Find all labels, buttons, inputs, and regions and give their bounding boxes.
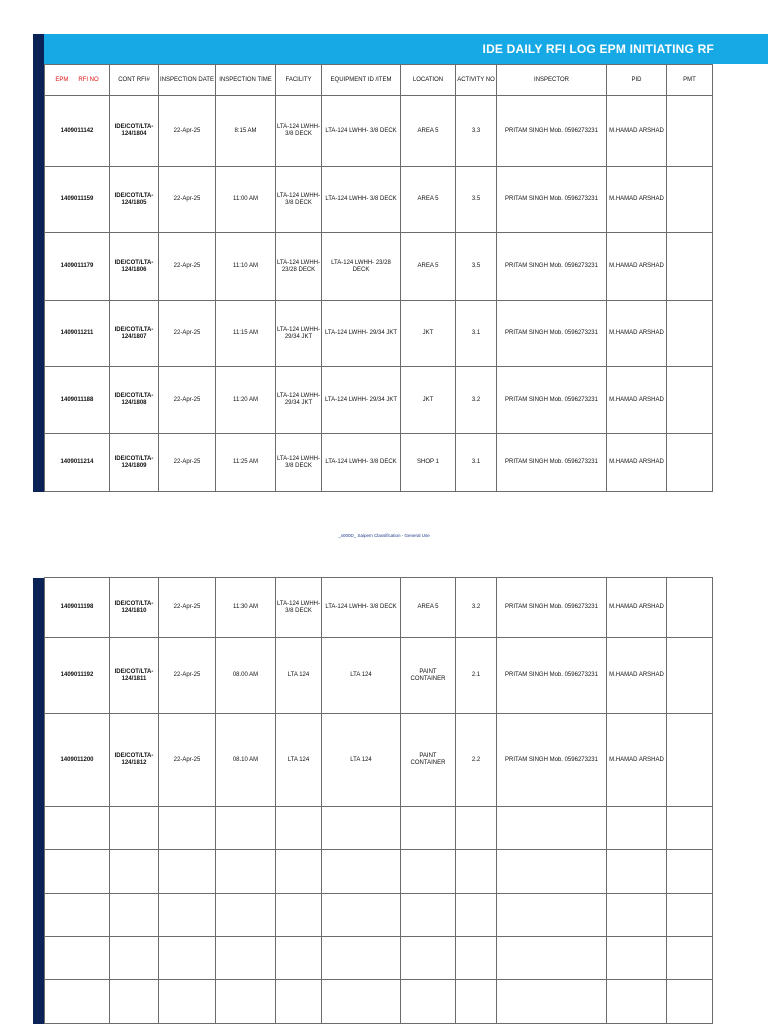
- cell-activity-no: 3.5: [456, 167, 497, 233]
- cell-activity-no: 3.3: [456, 96, 497, 167]
- cell-cont-rfi: IDE/COT/LTA-124/1808: [110, 367, 159, 434]
- cell-inspector: [497, 894, 607, 937]
- cell-pid: M.HAMAD ARSHAD: [607, 578, 667, 638]
- cell-pmt: [667, 638, 713, 714]
- cell-location: AREA 5: [401, 167, 456, 233]
- cell-activity-no: 3.2: [456, 578, 497, 638]
- cell-inspector: PRITAM SINGH Mob. 0596273231: [497, 638, 607, 714]
- cell-facility: [276, 850, 322, 894]
- cell-pid: M.HAMAD ARSHAD: [607, 434, 667, 492]
- cell-inspection-time: 11:15 AM: [216, 301, 276, 367]
- cell-rfi-no: [45, 850, 110, 894]
- cell-inspection-time: 11:10 AM: [216, 233, 276, 301]
- cell-location: SHOP 1: [401, 434, 456, 492]
- rfi-log-table-page1: [44, 64, 713, 492]
- cell-inspection-date: [159, 980, 216, 1024]
- cell-inspection-time: [216, 850, 276, 894]
- header-facility: FACILITY: [276, 65, 322, 96]
- cell-facility: LTA-124 LWHH- 3/8 DECK: [276, 167, 322, 233]
- cell-pmt: [667, 578, 713, 638]
- cell-location: [401, 807, 456, 850]
- cell-facility: LTA-124 LWHH- 29/34 JKT: [276, 301, 322, 367]
- cell-cont-rfi: IDE/COT/LTA-124/1811: [110, 638, 159, 714]
- table-row: [45, 714, 713, 807]
- cell-equipment: LTA-124 LWHH- 23/28 DECK: [322, 233, 401, 301]
- cell-inspection-time: 11:00 AM: [216, 167, 276, 233]
- cell-equipment: LTA-124 LWHH- 3/8 DECK: [322, 434, 401, 492]
- cell-inspection-time: [216, 937, 276, 980]
- cell-activity-no: 3.2: [456, 367, 497, 434]
- cell-inspection-date: [159, 894, 216, 937]
- cell-pmt: [667, 980, 713, 1024]
- cell-facility: LTA-124 LWHH- 29/34 JKT: [276, 367, 322, 434]
- cell-inspection-time: [216, 894, 276, 937]
- cell-activity-no: 2.2: [456, 714, 497, 807]
- cell-activity-no: 3.1: [456, 434, 497, 492]
- cell-inspector: [497, 850, 607, 894]
- cell-inspection-time: [216, 807, 276, 850]
- cell-cont-rfi: IDE/COT/LTA-124/1809: [110, 434, 159, 492]
- table-row: [45, 367, 713, 434]
- cell-rfi-no: 1409011179: [45, 233, 110, 301]
- cell-pid: [607, 807, 667, 850]
- cell-cont-rfi: IDE/COT/LTA-124/1805: [110, 167, 159, 233]
- cell-rfi-no: [45, 807, 110, 850]
- cell-inspection-date: 22-Apr-25: [159, 367, 216, 434]
- cell-cont-rfi: [110, 980, 159, 1024]
- cell-inspection-date: 22-Apr-25: [159, 167, 216, 233]
- cell-pid: [607, 937, 667, 980]
- header-activity-no: ACTIVITY NO: [456, 65, 497, 96]
- cell-pmt: [667, 434, 713, 492]
- cell-cont-rfi: IDE/COT/LTA-124/1806: [110, 233, 159, 301]
- cell-facility: [276, 937, 322, 980]
- cell-pmt: [667, 367, 713, 434]
- cell-inspection-date: 22-Apr-25: [159, 233, 216, 301]
- left-accent-bar-top: [33, 34, 44, 492]
- cell-cont-rfi: IDE/COT/LTA-124/1807: [110, 301, 159, 367]
- table-row: [45, 233, 713, 301]
- cell-activity-no: 3.5: [456, 233, 497, 301]
- header-pmt: PMT: [667, 65, 713, 96]
- table-row: [45, 937, 713, 980]
- cell-pmt: [667, 301, 713, 367]
- cell-facility: LTA-124 LWHH- 3/8 DECK: [276, 96, 322, 167]
- cell-cont-rfi: [110, 894, 159, 937]
- table-row: [45, 807, 713, 850]
- table-header-row: [45, 65, 713, 96]
- cell-activity-no: 2.1: [456, 638, 497, 714]
- header-epm-rfi-no: EPM RFI NO: [45, 65, 110, 96]
- cell-activity-no: [456, 894, 497, 937]
- cell-cont-rfi: IDE/COT/LTA-124/1812: [110, 714, 159, 807]
- cell-location: [401, 894, 456, 937]
- header-equipment: EQUIPMENT ID /ITEM: [322, 65, 401, 96]
- cell-pmt: [667, 807, 713, 850]
- cell-inspector: PRITAM SINGH Mob. 0596273231: [497, 167, 607, 233]
- cell-activity-no: [456, 850, 497, 894]
- table-row: [45, 894, 713, 937]
- cell-equipment: [322, 937, 401, 980]
- rfi-log-table-page2: [44, 577, 713, 1024]
- table-row: [45, 167, 713, 233]
- cell-inspector: PRITAM SINGH Mob. 0596273231: [497, 301, 607, 367]
- cell-inspector: PRITAM SINGH Mob. 0596273231: [497, 578, 607, 638]
- classification-footer: _x000D_ Saipem Classification - General Use: [338, 533, 430, 538]
- cell-location: PAINT CONTAINER: [401, 638, 456, 714]
- cell-rfi-no: 1409011198: [45, 578, 110, 638]
- cell-inspection-time: [216, 980, 276, 1024]
- cell-pmt: [667, 850, 713, 894]
- cell-inspector: [497, 807, 607, 850]
- cell-equipment: [322, 980, 401, 1024]
- cell-equipment: [322, 894, 401, 937]
- cell-rfi-no: [45, 894, 110, 937]
- cell-pid: M.HAMAD ARSHAD: [607, 714, 667, 807]
- cell-pid: M.HAMAD ARSHAD: [607, 233, 667, 301]
- cell-pmt: [667, 894, 713, 937]
- cell-pmt: [667, 167, 713, 233]
- cell-rfi-no: 1409011188: [45, 367, 110, 434]
- cell-rfi-no: 1409011211: [45, 301, 110, 367]
- cell-location: AREA 5: [401, 233, 456, 301]
- cell-inspector: [497, 937, 607, 980]
- cell-location: JKT: [401, 301, 456, 367]
- header-inspector: INSPECTOR: [497, 65, 607, 96]
- cell-facility: LTA-124 LWHH- 3/8 DECK: [276, 434, 322, 492]
- cell-facility: [276, 980, 322, 1024]
- table-row: [45, 980, 713, 1024]
- cell-rfi-no: [45, 980, 110, 1024]
- left-accent-bar-bottom: [33, 578, 44, 1024]
- cell-activity-no: [456, 807, 497, 850]
- cell-equipment: LTA 124: [322, 638, 401, 714]
- cell-inspection-time: 11:20 AM: [216, 367, 276, 434]
- header-cont-rfi: CONT RFI#: [110, 65, 159, 96]
- cell-pid: M.HAMAD ARSHAD: [607, 367, 667, 434]
- cell-inspection-date: [159, 807, 216, 850]
- cell-pmt: [667, 714, 713, 807]
- cell-equipment: LTA-124 LWHH- 3/8 DECK: [322, 96, 401, 167]
- cell-pid: M.HAMAD ARSHAD: [607, 301, 667, 367]
- cell-cont-rfi: [110, 937, 159, 980]
- cell-pid: M.HAMAD ARSHAD: [607, 96, 667, 167]
- cell-location: JKT: [401, 367, 456, 434]
- cell-pmt: [667, 233, 713, 301]
- cell-pmt: [667, 96, 713, 167]
- cell-inspector: PRITAM SINGH Mob. 0596273231: [497, 96, 607, 167]
- table-row: [45, 301, 713, 367]
- cell-pid: [607, 894, 667, 937]
- cell-location: PAINT CONTAINER: [401, 714, 456, 807]
- cell-equipment: LTA-124 LWHH- 29/34 JKT: [322, 367, 401, 434]
- cell-cont-rfi: [110, 807, 159, 850]
- cell-location: [401, 937, 456, 980]
- log-title: IDE DAILY RFI LOG EPM INITIATING RF: [44, 34, 768, 64]
- cell-facility: [276, 807, 322, 850]
- cell-facility: LTA-124 LWHH- 3/8 DECK: [276, 578, 322, 638]
- cell-equipment: LTA-124 LWHH- 3/8 DECK: [322, 578, 401, 638]
- cell-rfi-no: 1409011142: [45, 96, 110, 167]
- cell-equipment: LTA-124 LWHH- 29/34 JKT: [322, 301, 401, 367]
- cell-equipment: [322, 850, 401, 894]
- cell-inspection-time: 08.00 AM: [216, 638, 276, 714]
- cell-activity-no: [456, 980, 497, 1024]
- cell-location: AREA 5: [401, 96, 456, 167]
- cell-inspection-date: [159, 850, 216, 894]
- header-location: LOCATION: [401, 65, 456, 96]
- cell-rfi-no: 1409011159: [45, 167, 110, 233]
- cell-equipment: LTA 124: [322, 714, 401, 807]
- cell-inspection-date: 22-Apr-25: [159, 578, 216, 638]
- table-row: [45, 850, 713, 894]
- cell-inspector: PRITAM SINGH Mob. 0596273231: [497, 714, 607, 807]
- header-inspection-time: INSPECTION TIME: [216, 65, 276, 96]
- cell-cont-rfi: [110, 850, 159, 894]
- header-pid: PID: [607, 65, 667, 96]
- table-row: [45, 578, 713, 638]
- cell-facility: [276, 894, 322, 937]
- cell-location: AREA 5: [401, 578, 456, 638]
- cell-inspection-time: 8:15 AM: [216, 96, 276, 167]
- cell-inspection-date: 22-Apr-25: [159, 638, 216, 714]
- table-row: [45, 638, 713, 714]
- cell-cont-rfi: IDE/COT/LTA-124/1804: [110, 96, 159, 167]
- cell-inspector: PRITAM SINGH Mob. 0596273231: [497, 367, 607, 434]
- cell-pmt: [667, 937, 713, 980]
- cell-rfi-no: 1409011200: [45, 714, 110, 807]
- cell-inspection-date: 22-Apr-25: [159, 301, 216, 367]
- cell-location: [401, 980, 456, 1024]
- cell-facility: LTA 124: [276, 714, 322, 807]
- cell-inspector: [497, 980, 607, 1024]
- cell-inspection-date: [159, 937, 216, 980]
- table-row: [45, 96, 713, 167]
- cell-cont-rfi: IDE/COT/LTA-124/1810: [110, 578, 159, 638]
- cell-inspection-date: 22-Apr-25: [159, 714, 216, 807]
- cell-pid: M.HAMAD ARSHAD: [607, 638, 667, 714]
- cell-inspection-date: 22-Apr-25: [159, 434, 216, 492]
- cell-inspection-time: 11:25 AM: [216, 434, 276, 492]
- cell-inspector: PRITAM SINGH Mob. 0596273231: [497, 233, 607, 301]
- cell-facility: LTA 124: [276, 638, 322, 714]
- cell-inspector: PRITAM SINGH Mob. 0596273231: [497, 434, 607, 492]
- header-inspection-date: INSPECTION DATE: [159, 65, 216, 96]
- cell-rfi-no: 1409011192: [45, 638, 110, 714]
- table-row: [45, 434, 713, 492]
- cell-inspection-date: 22-Apr-25: [159, 96, 216, 167]
- cell-rfi-no: 1409011214: [45, 434, 110, 492]
- cell-inspection-time: 08.10 AM: [216, 714, 276, 807]
- cell-equipment: [322, 807, 401, 850]
- cell-activity-no: [456, 937, 497, 980]
- cell-pid: [607, 980, 667, 1024]
- cell-location: [401, 850, 456, 894]
- cell-pid: M.HAMAD ARSHAD: [607, 167, 667, 233]
- cell-inspection-time: 11:30 AM: [216, 578, 276, 638]
- cell-activity-no: 3.1: [456, 301, 497, 367]
- cell-facility: LTA-124 LWHH- 23/28 DECK: [276, 233, 322, 301]
- cell-rfi-no: [45, 937, 110, 980]
- cell-pid: [607, 850, 667, 894]
- cell-equipment: LTA-124 LWHH- 3/8 DECK: [322, 167, 401, 233]
